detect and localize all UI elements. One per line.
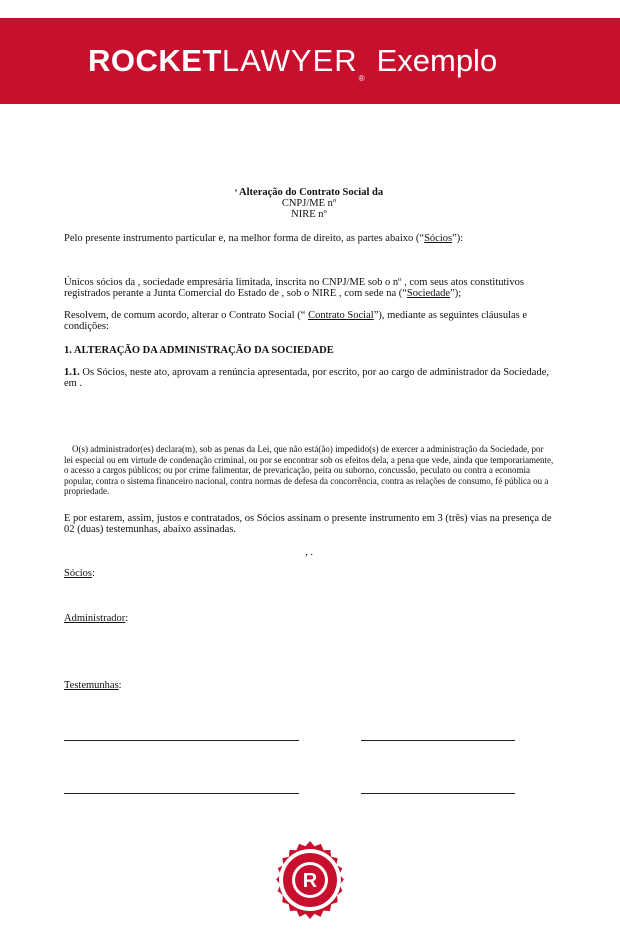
partners-paragraph: [64, 277, 554, 299]
witness-colon: :: [118, 680, 122, 691]
admin-label: Administrador: [64, 613, 126, 624]
intro-text: Pelo presente instrumento particular e, na melhor forma de direito, as partes abaixo (“: [64, 233, 425, 244]
admin-colon: :: [125, 613, 129, 624]
brand-registered: ®: [358, 74, 365, 83]
signature-line: [64, 793, 299, 794]
doc-title-block: [64, 187, 554, 220]
doc-cnpj: CNPJ/ME nº: [281, 198, 337, 209]
rocketlawyer-seal-icon: [268, 838, 352, 922]
intro-paragraph: [64, 233, 554, 244]
socios-colon: :: [92, 568, 95, 579]
admin-signature-label: [64, 613, 554, 624]
intro-post: ”):: [452, 233, 464, 244]
clause-number: 1.1.: [64, 367, 80, 378]
signature-line: [361, 740, 515, 741]
brand-logo: [88, 43, 498, 83]
partners-sociedade: Sociedade: [406, 288, 451, 299]
resolve-paragraph: [64, 310, 554, 332]
resolve-contrato-social: Contrato Social: [308, 310, 374, 321]
doc-nire: NIRE nº: [291, 209, 327, 220]
place-date: , .: [305, 547, 313, 558]
seal-letter: R: [302, 870, 318, 892]
socios-signature-label: [64, 568, 554, 579]
clause-1-1: [64, 367, 554, 389]
declaration-paragraph: O(s) administrador(es) declara(m), sob as penas da Lei, que não está(ão) impedido(s) de exercer a administração da Sociedade, por lei especial ou em virtude de condenação criminal, ou por se encontrar sob os efeitos dela, a pena que vede, ainda que temporariamente, o acesso a cargos públicos; ou por crime falimentar, de prevaricação, peita ou suborno, concussão, peculato ou contra a economia popular, contra o sistema financeiro nacional, contra normas de defesa da concorrência, contra as relações de consumo, fé pública ou a propriedade.: [64, 444, 554, 496]
partners-text: Únicos sócios da , sociedade empresária limitada, inscrita no CNPJ/ME sob o nº , com seus atos constitutivos registrados perante a Junta Comercial do Estado de , sob o NIRE , com sede na (“: [64, 277, 524, 299]
partners-post: ”);: [450, 288, 462, 299]
section-heading: 1. ALTERAÇÃO DA ADMINISTRAÇÃO DA SOCIEDADE: [64, 345, 334, 356]
brand-bold: ROCKET: [88, 43, 222, 78]
doc-title-text: Alteração do Contrato Social da: [239, 187, 384, 198]
resolve-text: Resolvem, de comum acordo, alterar o Contrato Social (“: [64, 310, 309, 321]
intro-socios: Sócios: [424, 233, 453, 244]
witness-label: Testemunhas: [64, 680, 119, 691]
brand-tag: Exemplo: [376, 43, 498, 78]
brand-light: LAWYER: [221, 43, 358, 78]
clause-text: Os Sócios, neste ato, aprovam a renúncia apresentada, por escrito, por ao cargo de administrador da Sociedade, em .: [64, 367, 549, 389]
witness-signature-label: [64, 680, 554, 691]
socios-label: Sócios: [64, 568, 93, 579]
resolve-post: ”), mediante as seguintes cláusulas e condições:: [64, 310, 528, 332]
signature-line: [64, 740, 299, 741]
closing-paragraph: E por estarem, assim, justos e contratados, os Sócios assinam o presente instrumento em 3 (três) vias na presença de 02 (duas) testemunhas, abaixo assinadas.: [64, 513, 552, 535]
doc-title-prefix: ª: [234, 188, 237, 196]
signature-line: [361, 793, 515, 794]
doc-title: [64, 187, 554, 198]
